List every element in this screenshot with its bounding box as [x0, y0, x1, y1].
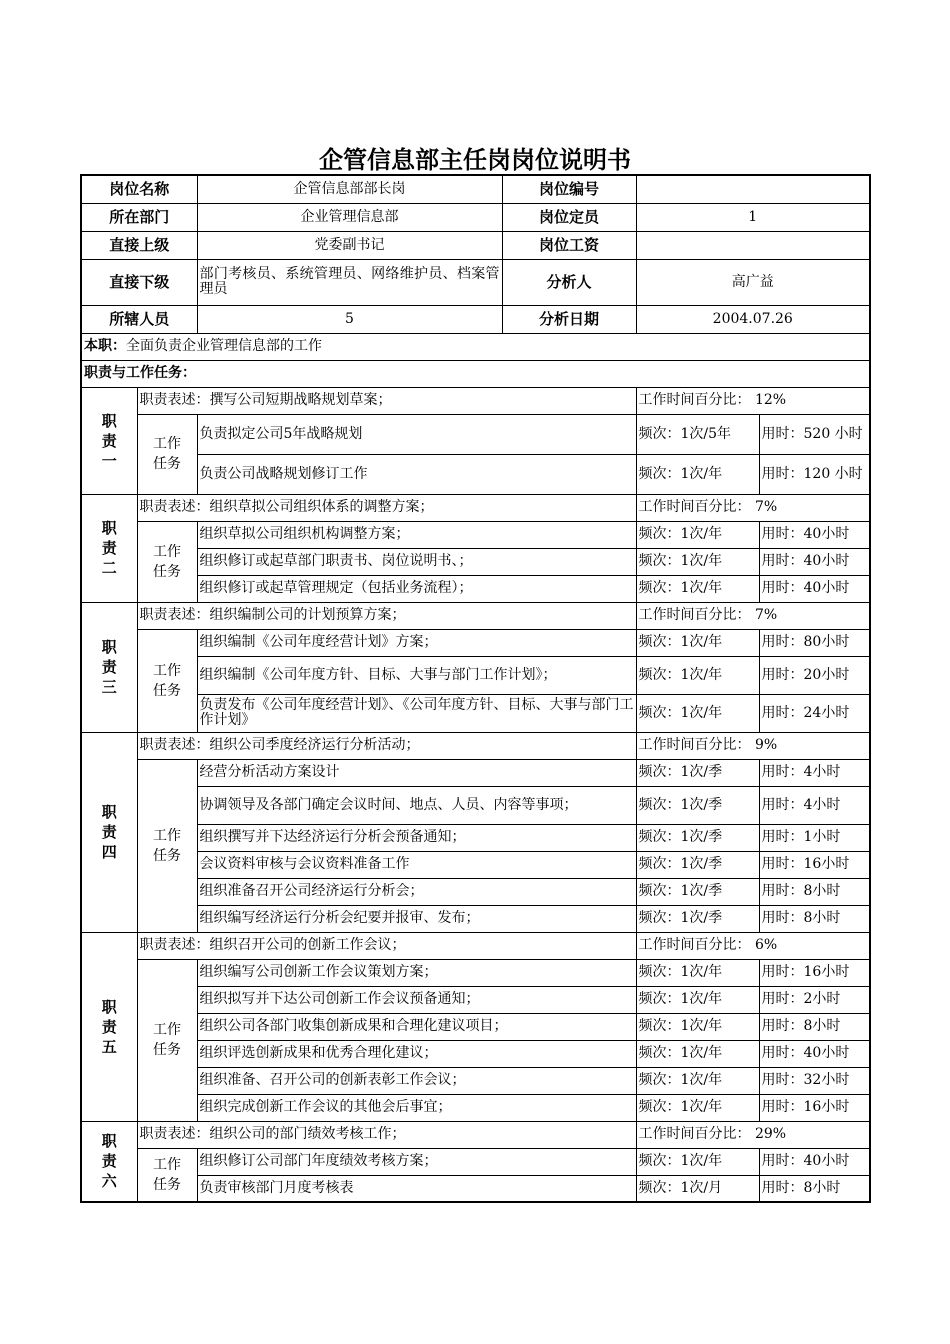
- page-title: 企管信息部主任岗岗位说明书: [319, 146, 631, 174]
- task-freq: 频次：1次/年: [636, 575, 759, 602]
- duty-1-name: 职 责 一: [81, 387, 137, 494]
- task-text: 组织修订或起草部门职责书、岗位说明书、；: [197, 548, 636, 575]
- duty-5-desc-row: [81, 932, 870, 959]
- label-department: 所在部门: [81, 203, 197, 231]
- label-position-name: 岗位名称: [81, 175, 197, 203]
- duty-2-desc-row: [81, 494, 870, 521]
- task-time: 用时：520 小时: [759, 414, 870, 454]
- task-time: 用时：4小时: [759, 786, 870, 824]
- label-analysis-date: 分析日期: [502, 305, 636, 333]
- value-analysis-date: 2004.07.26: [636, 305, 870, 333]
- task-freq: 频次：1次/5年: [636, 414, 759, 454]
- work-task-label: 工作 任务: [137, 959, 197, 1121]
- task-row: [81, 786, 870, 824]
- task-time: 用时：80小时: [759, 629, 870, 656]
- label-position-code: 岗位编号: [502, 175, 636, 203]
- task-freq: 频次：1次/季: [636, 851, 759, 878]
- task-time: 用时：40小时: [759, 1040, 870, 1067]
- duty-4-desc-row: [81, 732, 870, 759]
- task-freq: 频次：1次/年: [636, 1013, 759, 1040]
- main-duty: [81, 333, 870, 360]
- task-freq: 频次：1次/年: [636, 656, 759, 694]
- task-time: 用时：8小时: [759, 1013, 870, 1040]
- duty-5-desc: 职责表述：组织召开公司的创新工作会议；: [137, 932, 636, 959]
- main-duty-label: 本职：: [84, 338, 126, 354]
- task-freq: 频次：1次/季: [636, 786, 759, 824]
- task-text: 组织编写公司创新工作会议策划方案；: [197, 959, 636, 986]
- header-row-4: [81, 259, 870, 305]
- task-freq: 频次：1次/月: [636, 1175, 759, 1202]
- task-time: 用时：40小时: [759, 521, 870, 548]
- task-text: 组织修订或起草管理规定（包括业务流程）；: [197, 575, 636, 602]
- task-text: 组织准备、召开公司的创新表彰工作会议；: [197, 1067, 636, 1094]
- task-text: 协调领导及各部门确定会议时间、地点、人员、内容等事项；: [197, 786, 636, 824]
- task-freq: 频次：1次/年: [636, 986, 759, 1013]
- task-text: 组织编写经济运行分析会纪要并报审、发布；: [197, 905, 636, 932]
- task-text: 组织草拟公司组织机构调整方案；: [197, 521, 636, 548]
- task-freq: 频次：1次/年: [636, 629, 759, 656]
- task-row: [81, 548, 870, 575]
- task-row: [81, 1067, 870, 1094]
- duty-6-name: 职 责 六: [81, 1121, 137, 1202]
- duty-3-desc: 职责表述：组织编制公司的计划预算方案；: [137, 602, 636, 629]
- task-row: [81, 1094, 870, 1121]
- duty-2-name: 职 责 二: [81, 494, 137, 602]
- main-duty-text: 全面负责企业管理信息部的工作: [126, 338, 322, 354]
- header-row-3: [81, 231, 870, 259]
- label-analyst: 分析人: [502, 259, 636, 305]
- task-row: [81, 575, 870, 602]
- duty-4-desc: 职责表述：组织公司季度经济运行分析活动；: [137, 732, 636, 759]
- task-row: [81, 824, 870, 851]
- duty-4-name: 职 责 四: [81, 732, 137, 932]
- task-row: [81, 986, 870, 1013]
- label-subordinates: 直接下级: [81, 259, 197, 305]
- task-row: [81, 414, 870, 454]
- task-text: 经营分析活动方案设计: [197, 759, 636, 786]
- duty-3-desc-row: [81, 602, 870, 629]
- task-time: 用时：8小时: [759, 1175, 870, 1202]
- duty-6-desc-row: [81, 1121, 870, 1148]
- task-text: 组织公司各部门收集创新成果和合理化建议项目；: [197, 1013, 636, 1040]
- label-salary: 岗位工资: [502, 231, 636, 259]
- task-time: 用时：16小时: [759, 851, 870, 878]
- task-freq: 频次：1次/年: [636, 1094, 759, 1121]
- work-task-label: 工作 任务: [137, 629, 197, 732]
- duty-2-percent: 工作时间百分比： 7%: [636, 494, 870, 521]
- work-task-label: 工作 任务: [137, 759, 197, 932]
- task-row: [81, 878, 870, 905]
- task-freq: 频次：1次/年: [636, 521, 759, 548]
- header-row-5: [81, 305, 870, 333]
- task-row: [81, 521, 870, 548]
- task-row: [81, 694, 870, 732]
- task-freq: 频次：1次/年: [636, 548, 759, 575]
- task-row: [81, 629, 870, 656]
- task-time: 用时：1小时: [759, 824, 870, 851]
- duties-label: 职责与工作任务：: [81, 360, 870, 387]
- task-freq: 频次：1次/年: [636, 959, 759, 986]
- task-text: 负责审核部门月度考核表: [197, 1175, 636, 1202]
- value-subordinates: 部门考核员、系统管理员、网络维护员、档案管理员: [197, 259, 502, 305]
- work-task-label: 工作 任务: [137, 1148, 197, 1202]
- job-description-table: [80, 174, 871, 1203]
- task-row: [81, 454, 870, 494]
- value-department: 企业管理信息部: [197, 203, 502, 231]
- task-freq: 频次：1次/年: [636, 1040, 759, 1067]
- task-row: [81, 851, 870, 878]
- duty-1-desc: 职责表述：撰写公司短期战略规划草案；: [137, 387, 636, 414]
- task-time: 用时：40小时: [759, 1148, 870, 1175]
- label-staff-count: 所辖人员: [81, 305, 197, 333]
- task-text: 组织评选创新成果和优秀合理化建议；: [197, 1040, 636, 1067]
- task-text: 负责拟定公司5年战略规划: [197, 414, 636, 454]
- value-position-name: 企管信息部部长岗: [197, 175, 502, 203]
- task-time: 用时：16小时: [759, 959, 870, 986]
- value-staff-count: 5: [197, 305, 502, 333]
- duties-label-row: [81, 360, 870, 387]
- task-time: 用时：40小时: [759, 575, 870, 602]
- task-time: 用时：16小时: [759, 1094, 870, 1121]
- task-time: 用时：8小时: [759, 905, 870, 932]
- task-freq: 频次：1次/季: [636, 824, 759, 851]
- label-direct-superior: 直接上级: [81, 231, 197, 259]
- task-freq: 频次：1次/季: [636, 905, 759, 932]
- task-row: [81, 1040, 870, 1067]
- task-row: [81, 1013, 870, 1040]
- task-row: [81, 1175, 870, 1202]
- task-text: 会议资料审核与会议资料准备工作: [197, 851, 636, 878]
- task-time: 用时：120 小时: [759, 454, 870, 494]
- value-analyst: 高广益: [636, 259, 870, 305]
- task-time: 用时：40小时: [759, 548, 870, 575]
- duty-5-percent: 工作时间百分比： 6%: [636, 932, 870, 959]
- task-time: 用时：8小时: [759, 878, 870, 905]
- value-salary: [636, 231, 870, 259]
- duty-3-percent: 工作时间百分比： 7%: [636, 602, 870, 629]
- task-text: 组织修订公司部门年度绩效考核方案；: [197, 1148, 636, 1175]
- duty-5-name: 职 责 五: [81, 932, 137, 1121]
- task-text: 组织准备召开公司经济运行分析会；: [197, 878, 636, 905]
- task-freq: 频次：1次/季: [636, 878, 759, 905]
- value-position-code: [636, 175, 870, 203]
- task-time: 用时：20小时: [759, 656, 870, 694]
- task-text: 组织拟写并下达公司创新工作会议预备通知；: [197, 986, 636, 1013]
- label-headcount: 岗位定员: [502, 203, 636, 231]
- task-time: 用时：2小时: [759, 986, 870, 1013]
- task-freq: 频次：1次/年: [636, 1067, 759, 1094]
- header-row-2: [81, 203, 870, 231]
- duty-2-desc: 职责表述：组织草拟公司组织体系的调整方案；: [137, 494, 636, 521]
- task-row: [81, 656, 870, 694]
- value-headcount: 1: [636, 203, 870, 231]
- task-time: 用时：4小时: [759, 759, 870, 786]
- header-row-1: [81, 175, 870, 203]
- task-row: [81, 759, 870, 786]
- duty-1-desc-row: [81, 387, 870, 414]
- main-duty-row: [81, 333, 870, 360]
- task-freq: 频次：1次/年: [636, 454, 759, 494]
- task-time: 用时：24小时: [759, 694, 870, 732]
- duty-6-percent: 工作时间百分比： 29%: [636, 1121, 870, 1148]
- task-time: 用时：32小时: [759, 1067, 870, 1094]
- duty-1-percent: 工作时间百分比： 12%: [636, 387, 870, 414]
- task-row: [81, 959, 870, 986]
- task-text: 组织编制《公司年度经营计划》方案；: [197, 629, 636, 656]
- work-task-label: 工作 任务: [137, 414, 197, 494]
- task-freq: 频次：1次/季: [636, 759, 759, 786]
- task-row: [81, 905, 870, 932]
- task-text: 负责公司战略规划修订工作: [197, 454, 636, 494]
- duty-3-name: 职 责 三: [81, 602, 137, 732]
- task-text: 组织完成创新工作会议的其他会后事宜；: [197, 1094, 636, 1121]
- work-task-label: 工作 任务: [137, 521, 197, 602]
- task-text: 负责发布《公司年度经营计划》、《公司年度方针、目标、大事与部门工作计划》: [197, 694, 636, 732]
- duty-6-desc: 职责表述：组织公司的部门绩效考核工作；: [137, 1121, 636, 1148]
- task-text: 组织撰写并下达经济运行分析会预备通知；: [197, 824, 636, 851]
- duty-4-percent: 工作时间百分比： 9%: [636, 732, 870, 759]
- task-freq: 频次：1次/年: [636, 1148, 759, 1175]
- task-freq: 频次：1次/年: [636, 694, 759, 732]
- task-row: [81, 1148, 870, 1175]
- value-direct-superior: 党委副书记: [197, 231, 502, 259]
- task-text: 组织编制《公司年度方针、目标、大事与部门工作计划》；: [197, 656, 636, 694]
